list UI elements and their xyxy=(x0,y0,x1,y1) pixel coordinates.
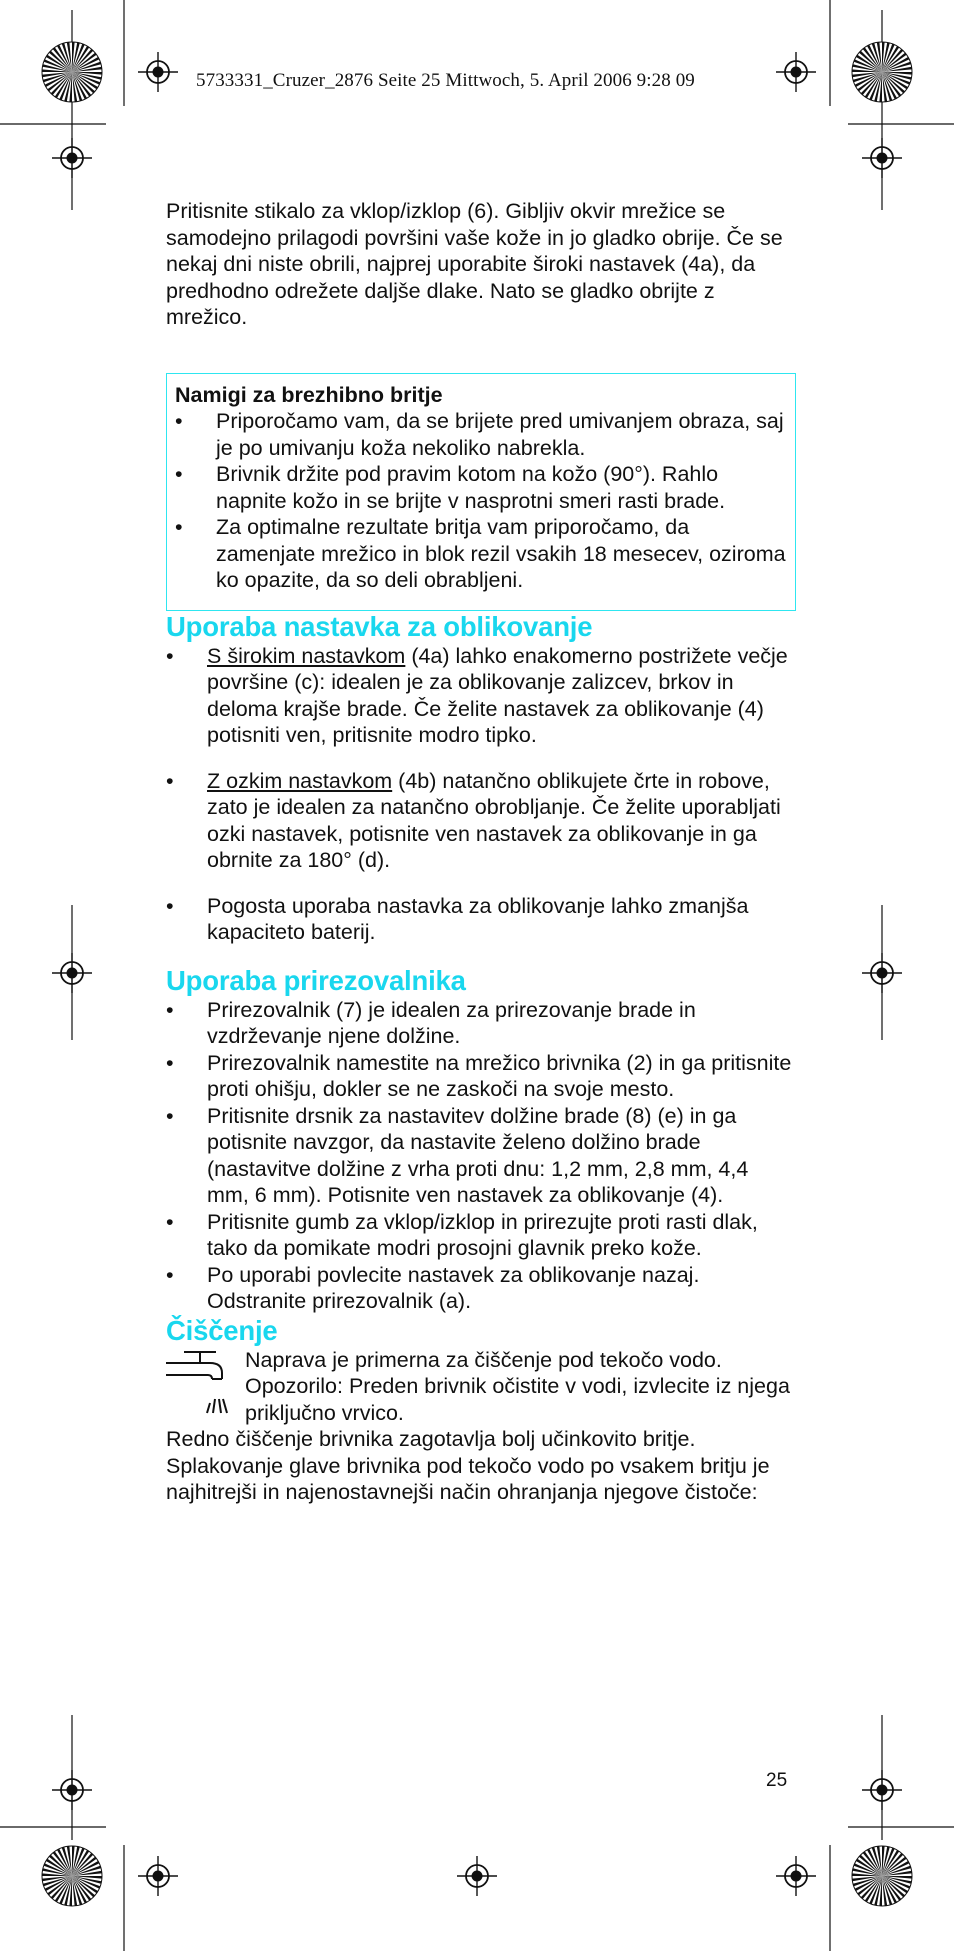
trimmer-item: • Pritisnite gumb za vklop/izklop in prirezujte proti rasti dlak, tako da pomikate modri prosojni glavnik preko kože. xyxy=(166,1209,796,1262)
cleaning-tap-text: Naprava je primerna za čiščenje pod tekočo vodo. Opozorilo: Preden brivnik očistite v vodi, izvlecite iz njega priključno vrvico. xyxy=(245,1347,790,1425)
trimmer-list xyxy=(166,997,796,1315)
registration-mark-upper-left xyxy=(52,138,92,178)
registration-mark-mid-right xyxy=(862,953,902,993)
trimmer-item: • Prirezovalnik namestite na mrežico brivnika (2) in ga pritisnite proti ohišju, dokler se ne zaskoči na svoje mesto. xyxy=(166,1050,796,1103)
section-heading-shaping: Uporaba nastavka za oblikovanje xyxy=(166,610,593,642)
trimmer-item: • Po uporabi povlecite nastavek za oblikovanje nazaj. Odstranite prirezovalnik (a). xyxy=(166,1262,796,1315)
star-target-bottom-right xyxy=(852,1846,912,1906)
tips-title: Namigi za brezhibno britje xyxy=(175,382,443,407)
registration-mark-top-left xyxy=(138,52,178,92)
registration-mark-mid-left xyxy=(52,953,92,993)
shaping-item-text: (4a) lahko enakomerno postrižete večje površine (c): idealen je za oblikovanje zalizcev, brkov in deloma krajše brade. Če želite nastavek za oblikovanje (4) potisniti ven, pritisnite modro tipko. xyxy=(207,643,788,747)
registration-mark-lower-right xyxy=(862,1770,902,1810)
section-heading-trimmer: Uporaba prirezovalnika xyxy=(166,964,466,996)
wide-attachment-term: S širokim nastavkom xyxy=(207,643,406,668)
shaping-item-wide xyxy=(166,643,796,749)
registration-mark-bottom-right xyxy=(776,1856,816,1896)
star-target-top-right xyxy=(852,42,912,102)
page-number: 25 xyxy=(766,1770,788,1791)
registration-mark-top-right xyxy=(776,52,816,92)
registration-mark-bottom-left xyxy=(138,1856,178,1896)
cleaning-paragraph: Redno čiščenje brivnika zagotavlja bolj učinkovito britje. Splakovanje glave brivnika pod tekočo vodo po vsakem britju je najhitrejši in najenostavnejši način ohranjanja njegove čistoče: xyxy=(166,1427,770,1504)
narrow-attachment-term: Z ozkim nastavkom xyxy=(207,768,393,793)
star-target-bottom-left xyxy=(42,1846,102,1906)
tip-item: • Brivnik držite pod pravim kotom na kožo (90°). Rahlo napnite kožo in se brijte v nasprotni smeri rasti brade. xyxy=(175,461,787,514)
shaping-list xyxy=(166,643,796,946)
star-target-top-left xyxy=(42,42,102,102)
page-content xyxy=(166,198,796,1506)
shaping-item-battery: • Pogosta uporaba nastavka za oblikovanje lahko zmanjša kapaciteto baterij. xyxy=(166,893,796,946)
section-heading-cleaning: Čiščenje xyxy=(166,1314,278,1346)
registration-mark-lower-left xyxy=(52,1770,92,1810)
water-tap-icon xyxy=(166,1349,230,1421)
print-slug-line: 5733331_Cruzer_2876 Seite 25 Mittwoch, 5. April 2006 9:28 09 xyxy=(196,70,695,91)
registration-mark-upper-right xyxy=(862,138,902,178)
cleaning-tap-note xyxy=(166,1347,796,1427)
trimmer-item: • Pritisnite drsnik za nastavitev dolžine brade (8) (e) in ga potisnite navzgor, da nastavite želeno dolžino brade (nastavitve dolžine z vrha proti dnu: 1,2 mm, 2,8 mm, 4,4 mm, 6 mm). Potisnite ven nastavek za oblikovanje (4). xyxy=(166,1103,796,1209)
shaping-item-text: (4b) natančno oblikujete črte in robove, zato je idealen za natančno obrobljanje. Če želite uporabljati ozki nastavek, potisnite ven nastavek za oblikovanje in ga obrnite za 180° (d). xyxy=(207,768,781,872)
tip-item: • Priporočamo vam, da se brijete pred umivanjem obraza, saj je po umivanju koža nekoliko nabrekla. xyxy=(175,408,787,461)
tips-list xyxy=(175,408,787,594)
registration-mark-bottom-center xyxy=(457,1856,497,1896)
intro-paragraph: Pritisnite stikalo za vklop/izklop (6). Gibljiv okvir mrežice se samodejno prilagodi površini vaše kože in jo gladko obrije. Če se nekaj dni niste obrili, najprej uporabite široki nastavek (4a), da predhodno odrežete daljše dlake. Nato se gladko obrijte z mrežico. xyxy=(166,199,783,329)
tip-item: • Za optimalne rezultate britja vam priporočamo, da zamenjate mrežico in blok rezil vsakih 18 mesecev, oziroma ko opazite, da so deli obrabljeni. xyxy=(175,514,787,594)
shaping-item-narrow xyxy=(166,768,796,874)
tips-box xyxy=(166,373,796,611)
trimmer-item: • Prirezovalnik (7) je idealen za prirezovanje brade in vzdrževanje njene dolžine. xyxy=(166,997,796,1050)
